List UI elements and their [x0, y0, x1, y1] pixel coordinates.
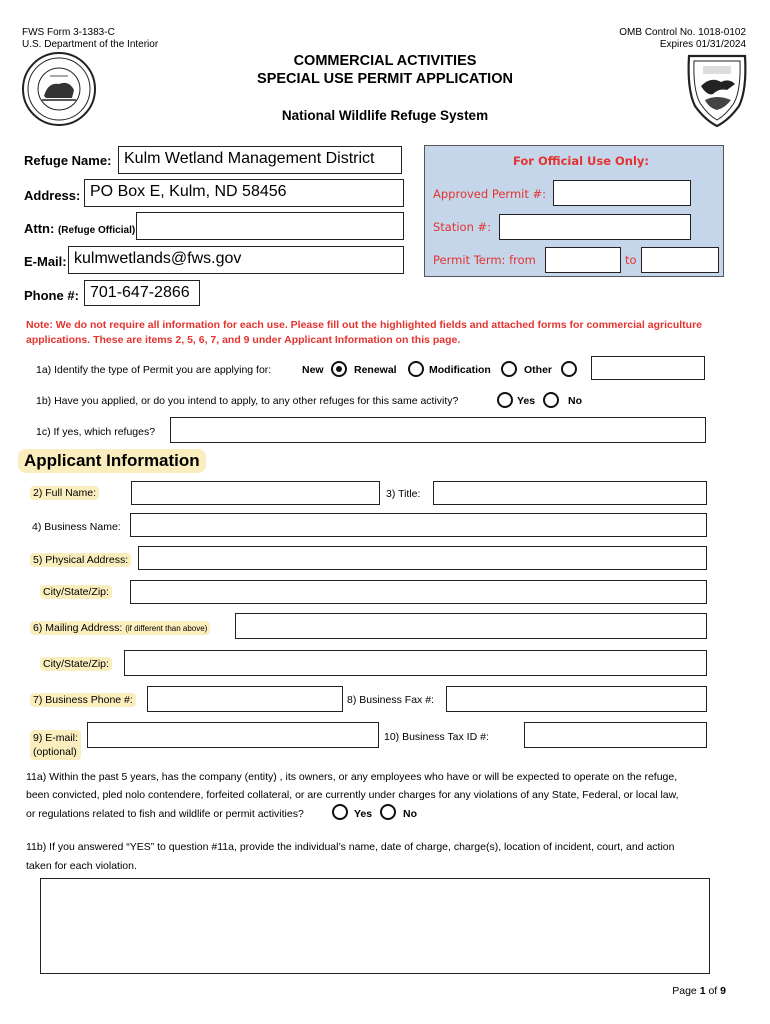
- attn-label: Attn:: [24, 221, 55, 236]
- omb-control: OMB Control No. 1018-0102: [619, 27, 746, 38]
- q11a-line3: or regulations related to fish and wildlife or permit activities?: [26, 808, 304, 820]
- physical-address-field[interactable]: [138, 546, 707, 570]
- q1a-other-label: Other: [524, 364, 553, 376]
- approved-permit-field[interactable]: [553, 180, 691, 206]
- q1b-no-radio[interactable]: [543, 392, 559, 408]
- page-word: Page: [672, 985, 697, 997]
- department-name: U.S. Department of the Interior: [22, 39, 159, 50]
- refuge-name-label: Refuge Name:: [24, 153, 112, 168]
- q1a-modification-radio[interactable]: [501, 361, 517, 377]
- business-email-label: 9) E-mail:: [33, 732, 78, 744]
- form-number: FWS Form 3-1383-C: [22, 27, 115, 38]
- attn-field[interactable]: [136, 212, 404, 240]
- permit-term-from-label: Permit Term: from: [433, 253, 536, 267]
- address-value: PO Box E, Kulm, ND 58456: [90, 183, 287, 200]
- address-label: Address:: [24, 188, 81, 203]
- q11a-line1: 11a) Within the past 5 years, has the company (entity) , its owners, or any employees who have or will be expected to operate on the refuge,: [26, 771, 678, 783]
- permit-term-to-field[interactable]: [641, 247, 719, 273]
- q11b-line2: taken for each violation.: [26, 860, 137, 872]
- email-field[interactable]: [68, 246, 404, 274]
- station-field[interactable]: [499, 214, 691, 240]
- email-value: kulmwetlands@fws.gov: [74, 250, 242, 267]
- attn-sublabel: (Refuge Official): [57, 225, 136, 236]
- business-name-field[interactable]: [130, 513, 707, 537]
- station-label: Station #:: [433, 220, 492, 234]
- q11a-line2: been convicted, pled nolo contendere, forfeited collateral, or are currently under charges for any violations of any State, Federal, or local law,: [26, 789, 679, 801]
- refuge-name-field[interactable]: [118, 146, 402, 174]
- q11b-violations-textarea[interactable]: [40, 878, 710, 974]
- business-phone-field[interactable]: [147, 686, 343, 712]
- q1c-refuges-field[interactable]: [170, 417, 706, 443]
- official-use-title: For Official Use Only:: [513, 154, 650, 168]
- title-field[interactable]: [433, 481, 707, 505]
- address-field[interactable]: [84, 179, 404, 207]
- form-subtitle: National Wildlife Refuge System: [281, 108, 489, 123]
- form-title-line1: COMMERCIAL ACTIVITIES: [293, 53, 477, 69]
- q11a-no-label: No: [403, 808, 417, 820]
- tax-id-field[interactable]: [524, 722, 707, 748]
- mailing-address-field[interactable]: [235, 613, 707, 639]
- applicant-heading: Applicant Information: [18, 449, 206, 473]
- q1b-yes-label: Yes: [517, 395, 536, 407]
- business-fax-field[interactable]: [446, 686, 707, 712]
- business-email-field[interactable]: [87, 722, 379, 748]
- note-text: Note: We do not require all information for each use. Please fill out the highlighted fields and attached forms for commercial agriculture applications. These are items 2, 5, 6, 7, and 9 under Applicant Information on this page.: [26, 319, 702, 346]
- permit-term-from-field[interactable]: [545, 247, 621, 273]
- q1a-other-field[interactable]: [591, 356, 705, 380]
- mailing-address-sublabel: (if different than above): [125, 624, 208, 633]
- q1a-text: 1a) Identify the type of Permit you are applying for:: [36, 364, 272, 376]
- q1b-yes-radio[interactable]: [497, 392, 513, 408]
- q1b-text: 1b) Have you applied, or do you intend to apply, to any other refuges for this same activity?: [36, 395, 459, 407]
- phone-field[interactable]: [84, 280, 200, 306]
- business-email-sublabel: (optional): [33, 746, 77, 758]
- business-phone-label: 7) Business Phone #:: [30, 693, 136, 707]
- city-state-zip-label: City/State/Zip:: [40, 585, 112, 599]
- q1a-modification-label: Modification: [429, 364, 491, 376]
- official-use-panel: [424, 145, 724, 277]
- q1b-no-label: No: [568, 395, 582, 407]
- q11a-yes-label: Yes: [354, 808, 373, 820]
- q11a-no-radio[interactable]: [380, 804, 396, 820]
- q11a-yes-radio[interactable]: [332, 804, 348, 820]
- form-title-line2: SPECIAL USE PERMIT APPLICATION: [257, 71, 513, 87]
- page-number: 1: [699, 985, 706, 997]
- full-name-field[interactable]: [131, 481, 380, 505]
- q1a-new-label: New: [302, 364, 324, 376]
- q1a-other-radio[interactable]: [561, 361, 577, 377]
- q1a-renewal-label: Renewal: [354, 364, 397, 376]
- phone-value: 701-647-2866: [90, 284, 190, 301]
- permit-term-to-label: to: [625, 253, 637, 267]
- page-total: 9: [720, 985, 726, 997]
- business-fax-label: 8) Business Fax #:: [347, 694, 434, 706]
- q1a-renewal-radio[interactable]: [408, 361, 424, 377]
- refuge-name-value: Kulm Wetland Management District: [124, 150, 375, 167]
- q11b-line1: 11b) If you answered “YES” to question #11a, provide the individual’s name, date of charge, charge(s), location of incident, court, and action: [26, 841, 675, 853]
- expiration-date: Expires 01/31/2024: [659, 39, 746, 50]
- city-state-zip-2-field[interactable]: [124, 650, 707, 676]
- city-state-zip-field[interactable]: [130, 580, 707, 604]
- tax-id-label: 10) Business Tax ID #:: [384, 731, 489, 743]
- of-word: of: [708, 985, 718, 997]
- business-name-label: 4) Business Name:: [32, 521, 121, 533]
- q1a-new-radio[interactable]: [331, 361, 347, 377]
- approved-permit-label: Approved Permit #:: [433, 187, 547, 201]
- physical-address-label: 5) Physical Address:: [30, 553, 131, 567]
- q1c-text: 1c) If yes, which refuges?: [36, 426, 156, 438]
- full-name-label: 2) Full Name:: [30, 486, 99, 500]
- page-indicator: [672, 985, 726, 997]
- email-label: E-Mail:: [24, 254, 67, 269]
- attn-value: [137, 213, 403, 216]
- title-label: 3) Title:: [386, 488, 421, 500]
- phone-label: Phone #:: [24, 288, 79, 303]
- mailing-address-label: 6) Mailing Address:: [33, 622, 123, 634]
- city-state-zip-2-label: City/State/Zip:: [40, 657, 112, 671]
